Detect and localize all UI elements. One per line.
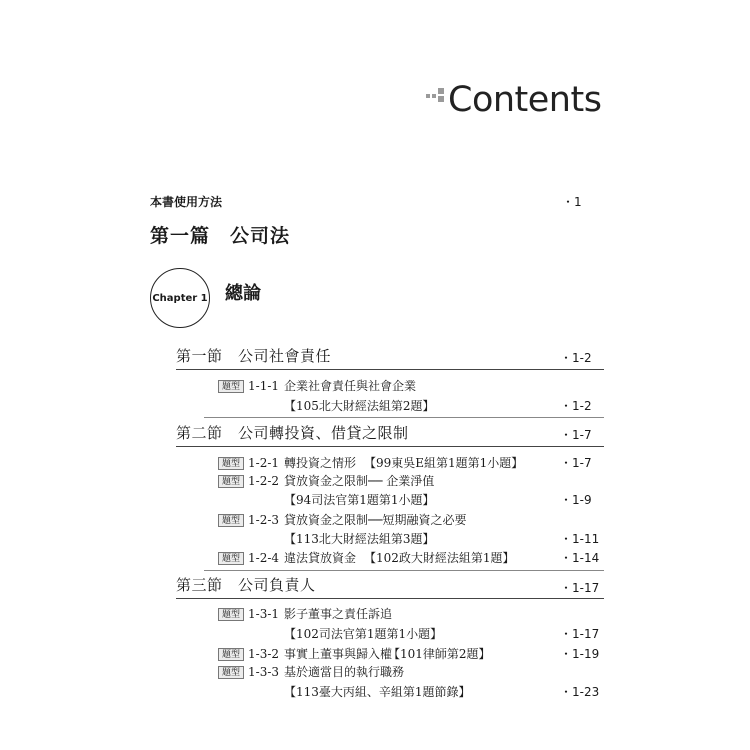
entry-page: ・1-11 (560, 532, 600, 546)
entry-number: 1-1-1 (248, 379, 280, 393)
entry-number: 1-2-3 (248, 513, 280, 527)
question-type-tag: 題型 (218, 475, 244, 488)
section-divider (176, 446, 604, 447)
contents-title: Contents (448, 80, 602, 120)
section-number: 第三節 (176, 576, 223, 594)
section-title[interactable] (176, 577, 316, 593)
section-title[interactable] (176, 348, 331, 364)
entry-number: 1-2-4 (248, 551, 280, 565)
section-page: ・1-7 (560, 428, 592, 442)
entry-page: ・1-23 (560, 685, 600, 699)
section-title[interactable] (176, 425, 409, 441)
entry-source: 【101律師第2題】 (388, 647, 491, 661)
section-number: 第一節 (176, 347, 223, 365)
part-title: 第一篇 公司法 (150, 225, 291, 247)
entry-number: 1-3-2 (248, 647, 280, 661)
header-decoration-icon (426, 88, 446, 108)
entry-title[interactable]: 影子董事之責任訴追 (284, 607, 393, 621)
section-name: 公司負責人 (238, 576, 316, 594)
entry-page: ・1-7 (560, 456, 592, 470)
entry-title[interactable]: 事實上董事與歸入權 (284, 647, 393, 661)
entry-page: ・1-19 (560, 647, 600, 661)
chapter-label: Chapter 1 (152, 293, 208, 304)
section-name: 公司轉投資、借貸之限制 (238, 424, 409, 442)
entry-number: 1-2-1 (248, 456, 280, 470)
entry-source: 【113臺大丙組、辛組第1題節錄】 (284, 685, 471, 699)
entry-title[interactable]: 轉投資之情形 (284, 456, 357, 470)
entry-page: ・1-2 (560, 399, 592, 413)
entry-title[interactable]: 貸放資金之限制──短期融資之必要 (284, 513, 467, 527)
entry-number: 1-2-2 (248, 474, 280, 488)
entry-title[interactable]: 貸放資金之限制── 企業淨值 (284, 474, 435, 488)
intro-page: ・1 (562, 195, 582, 209)
question-type-tag: 題型 (218, 666, 244, 679)
section-number: 第二節 (176, 424, 223, 442)
entry-source: 【94司法官第1題第1小題】 (284, 493, 435, 507)
entry-divider (204, 570, 604, 571)
entry-title[interactable]: 違法貸放資金 (284, 551, 357, 565)
entry-number: 1-3-1 (248, 607, 280, 621)
question-type-tag: 題型 (218, 380, 244, 393)
section-divider (176, 598, 604, 599)
section-name: 公司社會責任 (238, 347, 332, 365)
entry-source: 【99東吳E組第1題第1小題】 (364, 456, 524, 470)
entry-source: 【105北大財經法組第2題】 (284, 399, 435, 413)
intro-label[interactable]: 本書使用方法 (150, 195, 223, 209)
section-page: ・1-17 (560, 581, 600, 595)
entry-number: 1-3-3 (248, 665, 280, 679)
question-type-tag: 題型 (218, 514, 244, 527)
entry-page: ・1-9 (560, 493, 592, 507)
chapter-title: 總論 (225, 283, 261, 304)
entry-page: ・1-17 (560, 627, 600, 641)
entry-divider (204, 417, 604, 418)
entry-title[interactable]: 基於適當目的執行職務 (284, 665, 405, 679)
entry-title[interactable]: 企業社會責任與社會企業 (284, 379, 417, 393)
section-divider (176, 369, 604, 370)
entry-source: 【102司法官第1題第1小題】 (284, 627, 443, 641)
entry-source: 【102政大財經法組第1題】 (364, 551, 515, 565)
question-type-tag: 題型 (218, 552, 244, 565)
question-type-tag: 題型 (218, 648, 244, 661)
question-type-tag: 題型 (218, 457, 244, 470)
entry-source: 【113北大財經法組第3題】 (284, 532, 435, 546)
entry-page: ・1-14 (560, 551, 600, 565)
question-type-tag: 題型 (218, 608, 244, 621)
section-page: ・1-2 (560, 351, 592, 365)
